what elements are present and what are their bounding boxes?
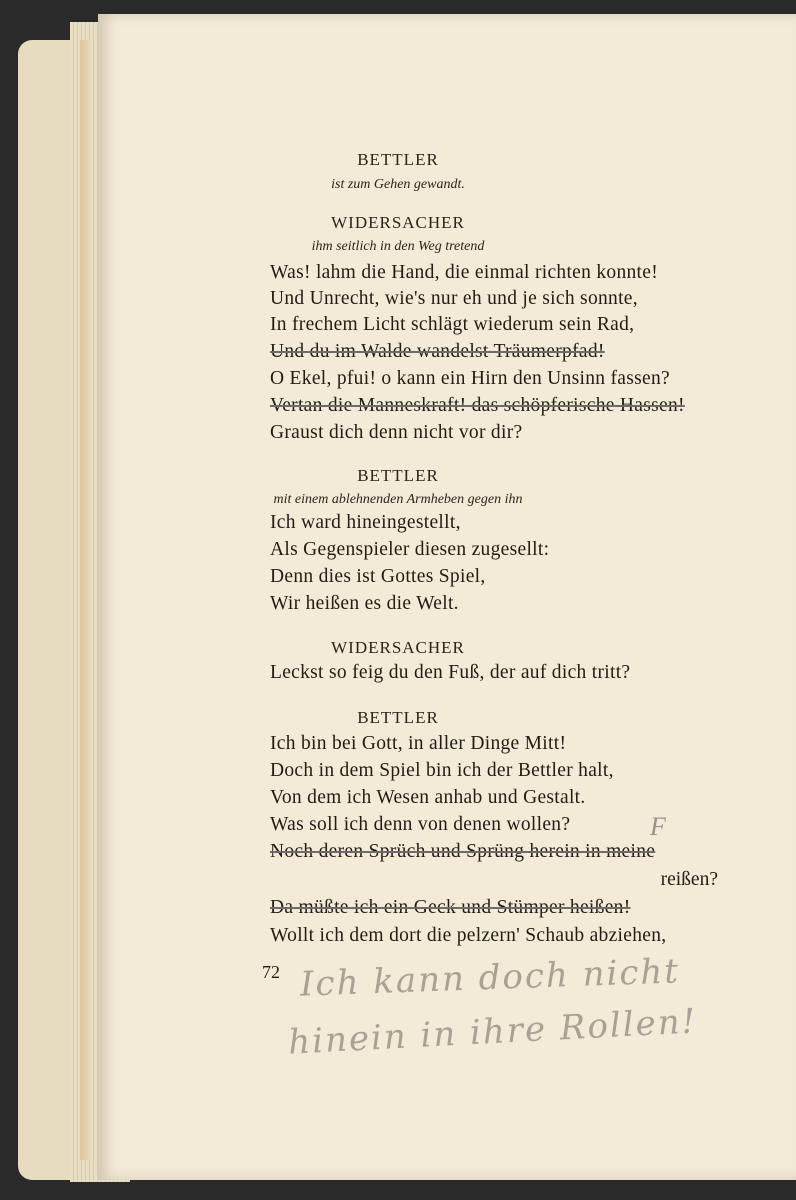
speaker-name: WIDERSACHER [331,213,465,232]
verse-line: Und Unrecht, wie's nur eh und je sich sonnte, [270,288,638,309]
page-number: 72 [262,962,280,982]
verse-line-struck: Noch deren Sprüch und Sprüng herein in meine [270,841,656,862]
speaker-name: BETTLER [357,708,439,727]
verse-line: Als Gegenspieler diesen zugesellt: [270,539,550,560]
stage-direction-text: mit einem ablehnenden Armheben gegen ihn [273,492,523,507]
pencil-mark: F [650,812,666,841]
verse-line: Doch in dem Spiel bin ich der Bettler halt, [270,760,614,781]
handwritten-note-line-1: Ich kann doch nicht [299,951,681,1005]
stage-direction-text: ist zum Gehen gewandt. [331,177,465,192]
page-gutter [80,40,90,1160]
speaker-heading [0,466,796,486]
handwritten-note-line-2: hinein in ihre Rollen! [287,1001,699,1063]
stage-direction [0,490,796,508]
verse-line: Ich ward hineingestellt, [270,512,461,533]
verse-line: Wir heißen es die Welt. [270,593,459,614]
speaker-name: BETTLER [357,150,439,169]
speaker-name: BETTLER [357,466,439,485]
stage-direction [0,175,796,193]
verse-line: Ich bin bei Gott, in aller Dinge Mitt! [270,733,567,754]
verse-line: Was soll ich denn von denen wollen? [270,814,571,835]
verse-line-continuation: reißen? [660,869,718,890]
verse-line: O Ekel, pfui! o kann ein Hirn den Unsinn fassen? [270,368,670,389]
verse-line: Wollt ich dem dort die pelzern' Schaub abziehen, [270,925,667,946]
verse-line: Was! lahm die Hand, die einmal richten konnte! [270,262,659,283]
speaker-heading [0,150,796,170]
verse-line: In frechem Licht schlägt wiederum sein Rad, [270,314,635,335]
verse-line: Von dem ich Wesen anhab und Gestalt. [270,787,586,808]
verse-line-struck: Vertan die Manneskraft! das schöpferische Hassen! [270,395,685,416]
speaker-heading [0,638,796,658]
stage-direction-text: ihm seitlich in den Weg tretend [311,239,485,254]
speaker-name: WIDERSACHER [331,638,465,657]
verse-line: Leckst so feig du den Fuß, der auf dich tritt? [270,662,631,683]
verse-line: Denn dies ist Gottes Spiel, [270,566,486,587]
speaker-heading [0,708,796,728]
verse-line-struck: Da müßte ich ein Geck und Stümper heißen! [270,897,631,918]
speaker-heading [0,213,796,233]
stage-direction [0,237,796,255]
verse-line: Graust dich denn nicht vor dir? [270,422,523,443]
verse-line-struck: Und du im Walde wandelst Träumerpfad! [270,341,605,362]
